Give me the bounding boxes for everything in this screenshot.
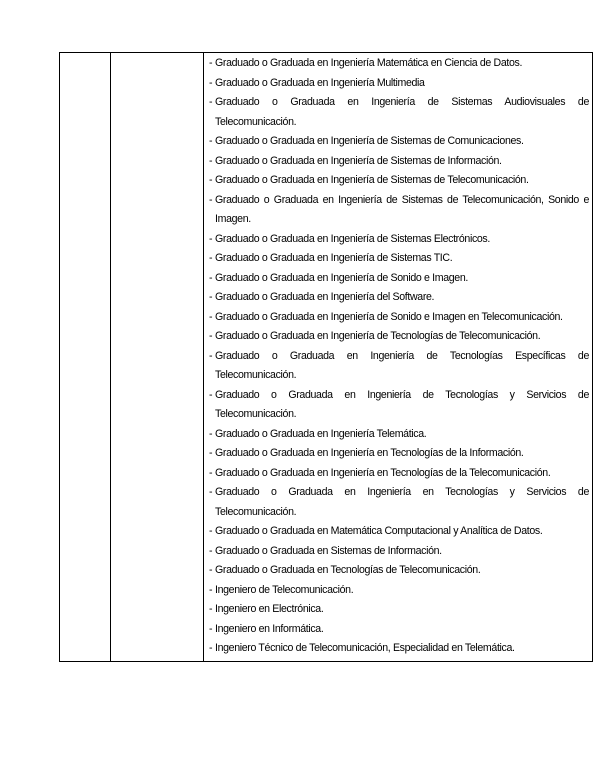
degree-list-item-text: Graduado o Graduada en Ingeniería de Sistemas Electrónicos. bbox=[215, 232, 490, 245]
list-dash: - bbox=[209, 622, 213, 635]
degree-list-item-text: Graduado o Graduada en Ingeniería de Sistemas TIC. bbox=[215, 252, 453, 264]
table-row bbox=[60, 53, 593, 662]
list-dash: - bbox=[209, 135, 213, 147]
degree-list-item bbox=[209, 269, 589, 289]
degree-list-item bbox=[209, 308, 589, 328]
degree-list-item-text: Ingeniero en Informática. bbox=[215, 622, 324, 635]
degree-list-item bbox=[209, 444, 589, 464]
degree-list-item-text: Ingeniero Técnico de Telecomunicación, Especialidad en Telemática. bbox=[215, 642, 515, 654]
degree-list-item-text: Ingeniero en Electrónica. bbox=[215, 603, 324, 615]
list-dash: - bbox=[209, 174, 213, 186]
list-dash: - bbox=[209, 642, 213, 654]
degree-list-item-text: Graduado o Graduada en Ingeniería de Tecnologías de Telecomunicación. bbox=[215, 330, 541, 342]
list-dash: - bbox=[209, 291, 213, 303]
list-dash: - bbox=[209, 154, 213, 167]
degree-list-item bbox=[209, 191, 589, 230]
list-dash: - bbox=[209, 564, 213, 576]
degree-list-item-text: Graduado o Graduada en Ingeniería de Sistemas Audiovisuales de Telecomunicación. bbox=[215, 96, 589, 128]
list-dash: - bbox=[209, 603, 213, 615]
degree-list-item-text: Graduado o Graduada en Ingeniería de Sistemas de Información. bbox=[215, 154, 502, 167]
degree-list-item bbox=[209, 132, 589, 152]
degree-list-item-text: Graduado o Graduada en Ingeniería Telemática. bbox=[215, 427, 427, 440]
degree-list-item bbox=[209, 639, 589, 659]
degree-list-item bbox=[209, 542, 589, 562]
degree-list-item bbox=[209, 327, 589, 347]
degree-list-item-text: Graduado o Graduada en Ingeniería de Sistemas de Telecomunicación. bbox=[215, 174, 529, 186]
table-cell-empty-first bbox=[60, 53, 111, 662]
degree-list-item bbox=[209, 581, 589, 601]
list-dash: - bbox=[209, 330, 213, 342]
degree-list-item bbox=[209, 600, 589, 620]
list-dash: - bbox=[209, 486, 213, 498]
degree-list-item bbox=[209, 74, 589, 94]
degree-list-item-text: Graduado o Graduada en Ingeniería en Tecnologías de la Información. bbox=[215, 447, 524, 459]
degree-list-item-text: Graduado o Graduada en Ingeniería de Tecnologías Específicas de Telecomunicación. bbox=[215, 349, 589, 381]
degree-list-item-text: Graduado o Graduada en Ingeniería en Tecnologías y Servicios de Telecomunicación. bbox=[215, 486, 589, 518]
list-dash: - bbox=[209, 232, 213, 245]
list-dash: - bbox=[209, 310, 213, 323]
list-dash: - bbox=[209, 349, 213, 362]
list-dash: - bbox=[209, 96, 213, 108]
degree-list-item bbox=[209, 464, 589, 484]
degree-list-item-text: Graduado o Graduada en Ingeniería en Tecnologías de la Telecomunicación. bbox=[215, 466, 551, 479]
list-dash: - bbox=[209, 583, 213, 596]
degree-list-item-text: Graduado o Graduada en Tecnologías de Telecomunicación. bbox=[215, 564, 481, 576]
degree-list-item bbox=[209, 425, 589, 445]
degree-list-item bbox=[209, 386, 589, 425]
degree-list-item bbox=[209, 54, 589, 74]
degree-list-item bbox=[209, 230, 589, 250]
degree-list-item bbox=[209, 483, 589, 522]
degree-list-item-text: Graduado o Graduada en Ingeniería de Sistemas de Telecomunicación, Sonido e Imagen. bbox=[215, 193, 589, 225]
list-dash: - bbox=[209, 466, 213, 479]
degree-list-item bbox=[209, 561, 589, 581]
list-dash: - bbox=[209, 57, 213, 69]
degree-list-item bbox=[209, 249, 589, 269]
degree-list-item bbox=[209, 620, 589, 640]
degree-list-item bbox=[209, 522, 589, 542]
qualifications-table bbox=[59, 52, 593, 662]
degree-list-item-text: Graduado o Graduada en Ingeniería Multimedia bbox=[215, 76, 425, 89]
list-dash: - bbox=[209, 525, 213, 537]
list-dash: - bbox=[209, 388, 213, 401]
list-dash: - bbox=[209, 544, 213, 557]
list-dash: - bbox=[209, 271, 213, 284]
degree-list-item-text: Graduado o Graduada en Sistemas de Información. bbox=[215, 544, 442, 557]
list-dash: - bbox=[209, 427, 213, 440]
table-cell-degree-list bbox=[204, 53, 593, 662]
degree-list-item-text: Ingeniero de Telecomunicación. bbox=[215, 583, 354, 596]
list-dash: - bbox=[209, 193, 213, 206]
degree-list-item-text: Graduado o Graduada en Ingeniería de Sonido e Imagen. bbox=[215, 271, 468, 284]
degree-list-item bbox=[209, 347, 589, 386]
list-dash: - bbox=[209, 252, 213, 264]
degree-list-item-text: Graduado o Graduada en Ingeniería Matemática en Ciencia de Datos. bbox=[215, 57, 523, 69]
degree-list-item-text: Graduado o Graduada en Ingeniería de Sistemas de Comunicaciones. bbox=[215, 135, 524, 147]
degree-list-item-text: Graduado o Graduada en Ingeniería del Software. bbox=[215, 291, 435, 303]
degree-list-item-text: Graduado o Graduada en Matemática Computacional y Analítica de Datos. bbox=[215, 525, 543, 537]
degree-list-item bbox=[209, 152, 589, 172]
table-cell-empty-second bbox=[111, 53, 204, 662]
degree-list-item bbox=[209, 288, 589, 308]
list-dash: - bbox=[209, 447, 213, 459]
list-dash: - bbox=[209, 76, 213, 89]
degree-list-item bbox=[209, 171, 589, 191]
degree-list-item bbox=[209, 93, 589, 132]
degree-list bbox=[209, 54, 589, 659]
degree-list-item-text: Graduado o Graduada en Ingeniería de Tecnologías y Servicios de Telecomunicación. bbox=[215, 388, 589, 420]
degree-list-item-text: Graduado o Graduada en Ingeniería de Sonido e Imagen en Telecomunicación. bbox=[215, 310, 563, 323]
